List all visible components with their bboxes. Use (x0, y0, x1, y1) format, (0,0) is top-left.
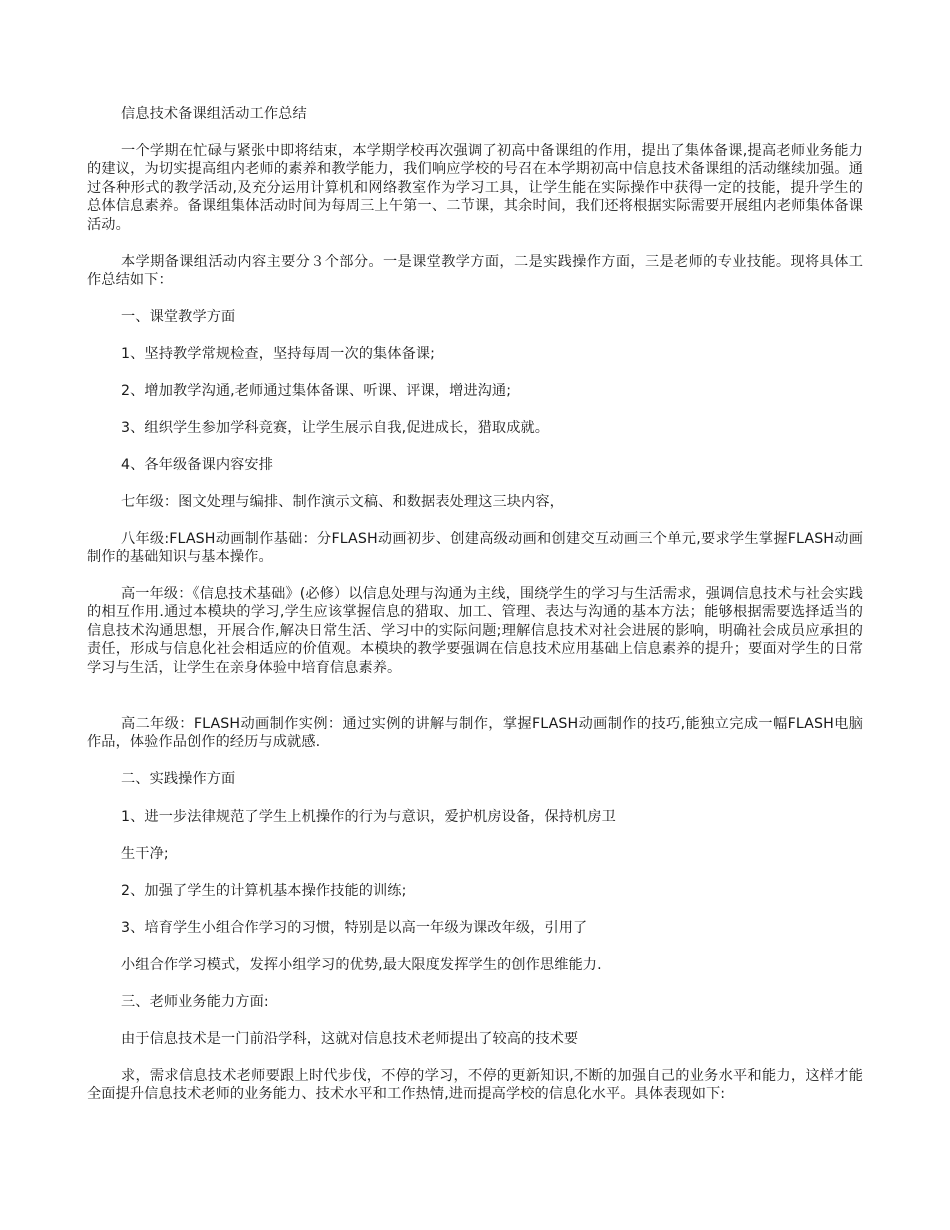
section-heading-teacher-skills: 三、老师业务能力方面: (121, 994, 269, 1010)
list-item-3: 3、组织学生参加学科竞赛，让学生展示自我,促进成长，猎取成就。 (121, 420, 550, 436)
teacher-skills-paragraph-continued: 求，需求信息技术老师要跟上时代步伐，不停的学习，不停的更新知识,不断的加强自己的业务水平和能力，这样才能全面提升信息技术老师的业务能力、技术水平和工作热情,进而提高学校的信息化水平。具体表现如下: (87, 1068, 863, 1103)
paragraph-overview: 本学期备课组活动内容主要分３个部分。一是课堂教学方面，二是实践操作方面，三是老师的专业技能。现将具体工作总结如下： (87, 254, 863, 289)
practice-item-3: 3、培育学生小组合作学习的习惯，特别是以高一年级为课改年级，引用了 (121, 920, 588, 936)
grade-8-paragraph: 八年级:FLASH动画制作基础：分FLASH动画初步、创建高级动画和创建交互动画三个单元,要求学生掌握FLASH动画制作的基础知识与基本操作。 (87, 531, 863, 566)
list-item-1: 1、坚持教学常规检查，坚持每周一次的集体备课; (121, 346, 436, 362)
document-title: 信息技术备课组活动工作总结 (121, 106, 307, 122)
section-heading-classroom: 一、课堂教学方面 (121, 309, 236, 325)
list-item-2: 2、增加教学沟通,老师通过集体备课、听课、评课，增进沟通; (121, 383, 512, 399)
grade-11-paragraph: 高二年级：FLASH动画制作实例：通过实例的讲解与制作，掌握FLASH动画制作的技巧,能独立完成一幅FLASH电脑作品，体验作品创作的经历与成就感. (87, 716, 863, 751)
practice-item-1-continued: 生干净; (121, 846, 169, 862)
practice-item-2: 2、加强了学生的计算机基本操作技能的训练; (121, 883, 407, 899)
section-heading-practice: 二、实践操作方面 (121, 771, 236, 787)
teacher-skills-paragraph: 由于信息技术是一门前沿学科，这就对信息技术老师提出了较高的技术要 (121, 1031, 579, 1047)
list-item-4: 4、各年级备课内容安排 (121, 457, 274, 473)
grade-7-paragraph: 七年级：图文处理与编排、制作演示文稿、和数据表处理这三块内容， (121, 494, 564, 510)
practice-item-3-continued: 小组合作学习模式，发挥小组学习的优势,最大限度发挥学生的创作思维能力. (121, 957, 602, 973)
practice-item-1: 1、进一步法律规范了学生上机操作的行为与意识，爱护机房设备，保持机房卫 (121, 809, 616, 825)
paragraph-intro: 一个学期在忙碌与紧张中即将结束，本学期学校再次强调了初高中备课组的作用，提出了集体备课,提高老师业务能力的建议，为切实提高组内老师的素养和教学能力，我们响应学校的号召在本学期初高中信息技术备课组的活动继续加强。通过各种形式的教学活动,及充分运用计算机和网络教室作为学习工具，让学生能在实际操作中获得一定的技能，提升学生的总体信息素养。备课组集体活动时间为每周三上午第一、二节课，其余时间，我们还将根据实际需要开展组内老师集体备课活动。 (87, 143, 863, 233)
grade-10-paragraph: 高一年级：《信息技术基础》(必修）以信息处理与沟通为主线，围绕学生的学习与生活需求，强调信息技术与社会实践的相互作用.通过本模块的学习,学生应该掌握信息的猎取、加工、管理、表达与沟通的基本方法；能够根据需要选择适当的信息技术沟通思想，开展合作,解决日常生活、学习中的实际问题;理解信息技术对社会进展的影响，明确社会成员应承担的责任，形成与信息化社会相适应的价值观。本模块的教学要强调在信息技术应用基础上信息素养的提升；要面对学生的日常学习与生活，让学生在亲身体验中培育信息素养。 (87, 586, 863, 676)
